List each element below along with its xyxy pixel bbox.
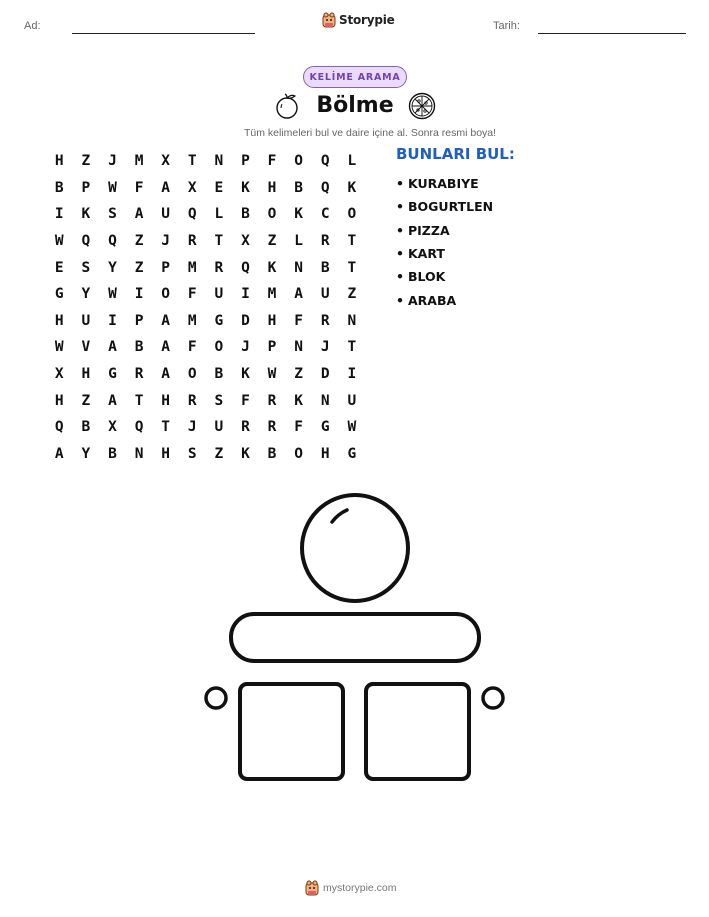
word-list-item [396, 242, 493, 265]
grid-letter[interactable]: D [241, 312, 250, 329]
grid-letter[interactable]: G [320, 419, 330, 436]
bullet: • [396, 176, 404, 192]
grid-letter[interactable]: G [54, 286, 64, 303]
grid-letter[interactable]: M [134, 153, 144, 170]
grid-letter[interactable]: O [214, 339, 224, 356]
grid-letter[interactable]: A [54, 445, 64, 462]
grid-letter[interactable]: H [54, 153, 64, 170]
grid-letter[interactable]: X [54, 366, 64, 383]
grid-letter[interactable]: Q [108, 233, 117, 250]
word-text: BOGURTLEN [408, 199, 494, 215]
grid-letter[interactable]: H [320, 445, 330, 462]
grid-letter[interactable]: B [320, 259, 330, 276]
date-label: Tarih: [493, 20, 520, 32]
bullet: • [396, 292, 404, 308]
grid-letter[interactable]: A [294, 286, 303, 303]
grid-letter[interactable]: A [161, 366, 171, 383]
grid-letter[interactable]: S [187, 445, 197, 462]
grid-letter[interactable]: B [241, 206, 250, 223]
grid-letter[interactable]: D [320, 366, 330, 383]
grid-letter[interactable]: J [108, 153, 117, 170]
bullet: • [396, 222, 404, 238]
grid-letter[interactable]: T [347, 259, 357, 276]
orange-icon [273, 92, 301, 120]
word-text: KURABIYE [408, 176, 479, 192]
grid-letter[interactable]: I [347, 366, 357, 383]
grid-letter[interactable]: N [347, 312, 357, 329]
grid-letter[interactable]: C [320, 206, 330, 223]
grid-letter[interactable]: T [214, 233, 224, 250]
grid-letter[interactable]: N [294, 259, 303, 276]
grid-letter[interactable]: N [134, 445, 144, 462]
grid-letter[interactable]: Z [294, 366, 303, 383]
grid-letter[interactable]: W [108, 286, 117, 303]
grid-letter[interactable]: F [241, 392, 250, 409]
grid-row [46, 228, 365, 255]
grid-row [46, 281, 365, 308]
word-list-item [396, 288, 493, 311]
bullet: • [396, 199, 404, 215]
grid-letter[interactable]: Q [134, 419, 144, 436]
grid-letter[interactable]: T [347, 233, 357, 250]
grid-letter[interactable]: R [187, 233, 197, 250]
grid-letter[interactable]: N [320, 392, 330, 409]
grid-letter[interactable]: G [214, 312, 224, 329]
grid-letter[interactable]: R [267, 392, 277, 409]
grid-letter[interactable]: R [267, 419, 277, 436]
grid-letter[interactable]: H [54, 392, 64, 409]
grid-letter[interactable]: B [134, 339, 144, 356]
grid-letter[interactable]: A [134, 206, 144, 223]
grid-letter[interactable]: F [187, 339, 197, 356]
grid-letter[interactable]: W [267, 366, 277, 383]
grid-letter[interactable]: F [294, 419, 303, 436]
grid-letter[interactable]: U [347, 392, 357, 409]
grid-letter[interactable]: Z [267, 233, 277, 250]
grid-letter[interactable]: T [134, 392, 144, 409]
grid-letter[interactable]: Z [81, 153, 91, 170]
grid-letter[interactable]: R [241, 419, 250, 436]
grid-letter[interactable]: R [320, 233, 330, 250]
grid-letter[interactable]: H [54, 312, 64, 329]
page-title: Bölme [316, 93, 394, 118]
grid-letter[interactable]: L [214, 206, 224, 223]
grid-row [46, 361, 365, 388]
date-field-line[interactable] [538, 33, 686, 34]
grid-letter[interactable]: H [81, 366, 91, 383]
grid-letter[interactable]: K [241, 445, 250, 462]
grid-letter[interactable]: O [267, 206, 277, 223]
grid-letter[interactable]: P [241, 153, 250, 170]
grid-letter[interactable]: H [161, 392, 171, 409]
storypie-mascot-icon [322, 12, 336, 28]
grid-letter[interactable]: M [187, 312, 197, 329]
grid-letter[interactable]: A [108, 339, 117, 356]
grid-letter[interactable]: I [108, 312, 117, 329]
grid-letter[interactable]: Z [134, 259, 144, 276]
grid-letter[interactable]: Z [214, 445, 224, 462]
grid-letter[interactable]: B [81, 419, 91, 436]
grid-letter[interactable]: J [161, 233, 171, 250]
name-label: Ad: [24, 20, 41, 32]
grid-letter[interactable]: N [294, 339, 303, 356]
grid-row [46, 334, 365, 361]
grid-letter[interactable]: F [267, 153, 277, 170]
footer-url[interactable]: mystorypie.com [323, 882, 397, 894]
grid-letter[interactable]: K [294, 392, 303, 409]
brand [322, 12, 395, 28]
grid-letter[interactable]: B [214, 366, 224, 383]
grid-letter[interactable]: G [347, 445, 357, 462]
grid-row [46, 148, 365, 175]
grid-letter[interactable]: O [347, 206, 357, 223]
grid-row [46, 254, 365, 281]
grid-letter[interactable]: L [294, 233, 303, 250]
grid-letter[interactable]: R [134, 366, 144, 383]
grid-letter[interactable]: Q [241, 259, 250, 276]
grid-letter[interactable]: P [161, 259, 171, 276]
grid-letter[interactable]: V [81, 339, 91, 356]
word-list-item [396, 265, 493, 288]
grid-letter[interactable]: X [187, 179, 197, 196]
grid-letter[interactable]: U [161, 206, 171, 223]
grid-letter[interactable]: K [241, 366, 250, 383]
bullet: • [396, 269, 404, 285]
grid-letter[interactable]: F [294, 312, 303, 329]
grid-letter[interactable]: Z [81, 392, 91, 409]
grid-letter[interactable]: Z [134, 233, 144, 250]
word-text: ARABA [408, 292, 457, 308]
grid-letter[interactable]: W [54, 339, 64, 356]
grid-letter[interactable]: R [187, 392, 197, 409]
instructions: Tüm kelimeleri bul ve daire içine al. Sonra resmi boya! [243, 127, 497, 139]
grid-letter[interactable]: X [241, 233, 250, 250]
grid-letter[interactable]: A [161, 339, 171, 356]
grid-letter[interactable]: B [54, 179, 64, 196]
grid-letter[interactable]: K [347, 179, 357, 196]
grid-letter[interactable]: T [161, 419, 171, 436]
grid-letter[interactable]: Y [108, 259, 117, 276]
grid-letter[interactable]: Q [54, 419, 64, 436]
grid-letter[interactable]: A [108, 392, 117, 409]
grid-letter[interactable]: N [214, 153, 224, 170]
grid-row [46, 308, 365, 335]
grid-letter[interactable]: R [320, 312, 330, 329]
grid-letter[interactable]: M [187, 259, 197, 276]
pizza-icon [408, 92, 436, 120]
grid-letter[interactable]: Q [81, 233, 91, 250]
grid-letter[interactable]: P [81, 179, 91, 196]
word-list-item [396, 195, 493, 218]
grid-letter[interactable]: I [134, 286, 144, 303]
grid-letter[interactable]: Y [81, 286, 91, 303]
grid-letter[interactable]: U [214, 419, 224, 436]
grid-row [46, 414, 365, 441]
word-text: BLOK [408, 269, 446, 285]
word-text: KART [408, 246, 445, 262]
word-list-item [396, 219, 493, 242]
grid-letter[interactable]: M [267, 286, 277, 303]
grid-row [46, 201, 365, 228]
grid-letter[interactable]: B [108, 445, 117, 462]
grid-letter[interactable]: O [187, 366, 197, 383]
grid-letter[interactable]: B [267, 445, 277, 462]
grid-row [46, 441, 365, 468]
grid-letter[interactable]: J [187, 419, 197, 436]
grid-letter[interactable]: F [134, 179, 144, 196]
grid-letter[interactable]: P [267, 339, 277, 356]
grid-letter[interactable]: T [187, 153, 197, 170]
grid-letter[interactable]: S [81, 259, 91, 276]
brand-name: Storypie [339, 13, 395, 27]
grid-letter[interactable]: E [214, 179, 224, 196]
word-search-grid [46, 148, 365, 467]
footer [305, 880, 397, 896]
abacus-outline-drawing[interactable] [200, 490, 510, 790]
bullet: • [396, 246, 404, 262]
grid-letter[interactable]: F [187, 286, 197, 303]
grid-letter[interactable]: U [81, 312, 91, 329]
grid-letter[interactable]: R [214, 259, 224, 276]
grid-letter[interactable]: J [320, 339, 330, 356]
storypie-mascot-icon [305, 880, 319, 896]
grid-row [46, 175, 365, 202]
word-list-title: BUNLARI BUL: [396, 145, 515, 163]
grid-letter[interactable]: W [54, 233, 64, 250]
grid-letter[interactable]: O [161, 286, 171, 303]
grid-letter[interactable]: S [214, 392, 224, 409]
grid-letter[interactable]: I [54, 206, 64, 223]
grid-letter[interactable]: T [347, 339, 357, 356]
grid-letter[interactable]: Q [320, 153, 330, 170]
grid-letter[interactable]: X [161, 153, 171, 170]
grid-letter[interactable]: A [161, 179, 171, 196]
grid-letter[interactable]: J [241, 339, 250, 356]
word-list-item [396, 172, 493, 195]
grid-letter[interactable]: O [294, 153, 303, 170]
grid-letter[interactable]: Q [320, 179, 330, 196]
grid-letter[interactable]: K [81, 206, 91, 223]
grid-letter[interactable]: U [320, 286, 330, 303]
grid-letter[interactable]: H [267, 312, 277, 329]
grid-letter[interactable]: Y [81, 445, 91, 462]
grid-letter[interactable]: G [108, 366, 117, 383]
grid-row [46, 387, 365, 414]
grid-letter[interactable]: W [108, 179, 117, 196]
grid-letter[interactable]: L [347, 153, 357, 170]
grid-letter[interactable]: K [241, 179, 250, 196]
grid-letter[interactable]: U [214, 286, 224, 303]
grid-letter[interactable]: B [294, 179, 303, 196]
grid-letter[interactable]: K [267, 259, 277, 276]
activity-badge: KELİME ARAMA [303, 66, 407, 88]
grid-letter[interactable]: I [241, 286, 250, 303]
grid-letter[interactable]: H [267, 179, 277, 196]
grid-letter[interactable]: P [134, 312, 144, 329]
name-field-line[interactable] [72, 33, 255, 34]
grid-letter[interactable]: Q [187, 206, 197, 223]
grid-letter[interactable]: A [161, 312, 171, 329]
word-text: PIZZA [408, 222, 450, 238]
grid-letter[interactable]: S [108, 206, 117, 223]
grid-letter[interactable]: X [108, 419, 117, 436]
grid-letter[interactable]: K [294, 206, 303, 223]
grid-letter[interactable]: Z [347, 286, 357, 303]
grid-letter[interactable]: O [294, 445, 303, 462]
grid-letter[interactable]: W [347, 419, 357, 436]
grid-letter[interactable]: H [161, 445, 171, 462]
word-list [396, 172, 493, 312]
grid-letter[interactable]: E [54, 259, 64, 276]
